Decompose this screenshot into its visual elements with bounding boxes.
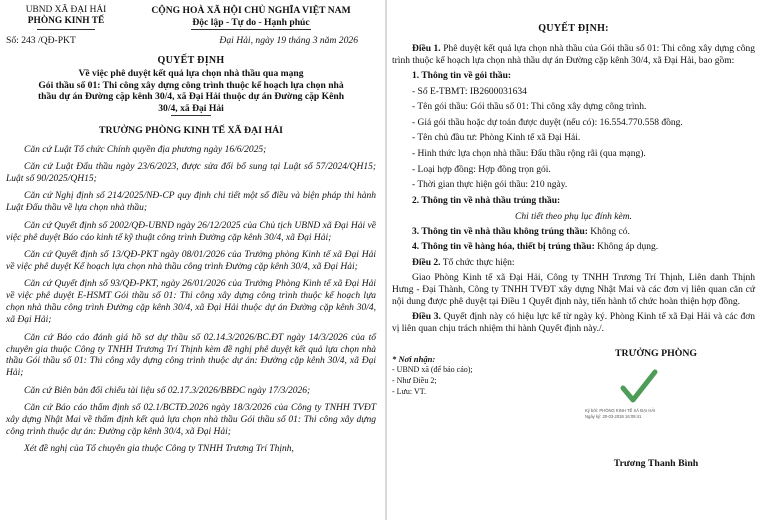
legal-basis-item: Căn cứ Biên bản đối chiếu tài liệu số 02.17.3/2026/BBĐC ngày 17/3/2026; bbox=[24, 385, 311, 396]
document-header bbox=[6, 5, 376, 30]
article-1-label: Điều 1. bbox=[412, 43, 441, 54]
nation-motto: Độc lập - Tự do - Hạnh phúc bbox=[192, 16, 310, 28]
signer-name: Trương Thanh Bình bbox=[613, 458, 699, 470]
subject-line-1: Về việc phê duyệt kết quả lựa chọn nhà thầu qua mạng bbox=[78, 68, 304, 80]
article-1 bbox=[392, 44, 755, 68]
article-1-text: Phê duyệt kết quả lựa chọn nhà thầu của Gói thầu số 01: Thi công xây dựng công trình thuộc kế hoạch lựa chọn nhà thầu dự án Đường cặp kênh 30/4, xã Đại Hải, bao gồm: bbox=[392, 43, 756, 66]
legal-basis-item: Căn cứ Quyết định số 93/QĐ-PKT, ngày 26/01/2026 của Trưởng Phòng Kinh tế xã Đại Hải về việc phê duyệt E-HSMT Gói thầu số 01: Thi công xây dựng công trình thuộc kế hoạch lựa chọn nhà thầu công trình Đường cặp kênh 30/4, xã Đại Hải thuộc dự án Đường cặp kênh 30/4, xã Đại Hải; bbox=[6, 279, 376, 326]
section-losing-bidder bbox=[392, 227, 755, 239]
issuing-authority: TRƯỞNG PHÒNG KINH TẾ XÃ ĐẠI HẢI bbox=[99, 125, 283, 137]
document-footer bbox=[392, 346, 755, 471]
goods-text: Không áp dụng. bbox=[594, 242, 659, 253]
goods-label: 4. Thông tin về hàng hóa, thiết bị trúng thầu: bbox=[412, 242, 595, 253]
package-info-item: - Tên chủ đầu tư: Phòng Kinh tế xã Đại Hải. bbox=[412, 133, 581, 144]
signature-signed-by: Ký bởi: PHÒNG KINH TẾ XÃ ĐẠI HẢI bbox=[585, 408, 656, 414]
article-2 bbox=[392, 258, 755, 270]
package-info-item: - Thời gian thực hiện gói thầu: 210 ngày. bbox=[412, 180, 568, 191]
article-2-text: Tổ chức thực hiện: bbox=[440, 257, 515, 268]
decision-subject bbox=[6, 68, 376, 116]
digital-signature-stamp bbox=[581, 366, 731, 428]
legal-basis-item: Xét đề nghị của Tổ chuyên gia thuộc Công ty TNHH Trương Trí Thịnh, bbox=[24, 444, 294, 455]
page-divider bbox=[385, 0, 387, 520]
package-info-item: - Tên gói thầu: Gói thầu số 01: Thi công xây dựng công trình. bbox=[412, 102, 647, 113]
subject-underline bbox=[171, 115, 211, 116]
checkmark-signature-icon bbox=[617, 366, 661, 410]
recipients-header: * Nơi nhận: bbox=[392, 353, 436, 364]
legal-basis-item: Căn cứ Luật Đấu thầu ngày 23/6/2023, được sửa đổi bổ sung tại Luật số 57/2024/QH15; Luật số 90/2025/QH15; bbox=[6, 161, 376, 184]
section-winning-bidder: 2. Thông tin về nhà thầu trúng thầu: bbox=[412, 195, 561, 206]
national-motto bbox=[126, 5, 376, 30]
signature-block bbox=[557, 346, 755, 471]
signature-metadata bbox=[585, 408, 735, 419]
decision-heading: QUYẾT ĐỊNH: bbox=[538, 23, 609, 34]
signer-role: TRƯỞNG PHÒNG bbox=[614, 347, 698, 359]
legal-basis-item: Căn cứ Quyết định số 2002/QĐ-UBND ngày 26/12/2025 của Chủ tịch UBND xã Đại Hải về việc phê duyệt Báo cáo kinh tế kỹ thuật công trình Đường cặp kênh 30/4, xã Đại Hải; bbox=[6, 220, 376, 243]
nation-name: CỘNG HOÀ XÃ HỘI CHỦ NGHĨA VIỆT NAM bbox=[151, 5, 351, 16]
article-3 bbox=[392, 312, 755, 336]
subject-line-2: Gói thầu số 01: Thi công xây dựng công trình thuộc kế hoạch lựa chọn nhà thầu dự án Đường cặp kênh 30/4, xã Đại Hải thuộc dự án Đường cặp Kênh 30/4, xã Đại Hải bbox=[37, 79, 345, 114]
section-package-info: 1. Thông tin về gói thầu: bbox=[412, 70, 512, 81]
package-info-item: - Giá gói thầu hoặc dự toán được duyệt (nếu có): 16.554.770.558 đồng. bbox=[412, 117, 683, 128]
recipient-item: - Lưu: VT. bbox=[392, 386, 427, 396]
article-2-label: Điều 2. bbox=[412, 257, 441, 268]
decision-title: QUYẾT ĐỊNH bbox=[157, 55, 225, 67]
decision-page-2 bbox=[388, 0, 761, 520]
package-info-item: - Số E-TBMT: IB2600031634 bbox=[412, 86, 527, 97]
legal-basis-item: Căn cứ Luật Tổ chức Chính quyền địa phương ngày 16/6/2025; bbox=[24, 144, 267, 155]
legal-basis-item: Căn cứ Quyết định số 13/QĐ-PKT ngày 08/01/2026 của Trưởng phòng Kinh tế xã Đại Hải về việc phê duyệt Kế hoạch lựa chọn nhà thầu công trình Đường cặp kênh 30/4, xã Đại Hải; bbox=[6, 249, 376, 272]
section-goods bbox=[392, 242, 755, 254]
recipient-item: - Như Điều 2; bbox=[392, 375, 437, 385]
legal-bases bbox=[6, 145, 376, 457]
org-underline bbox=[37, 29, 95, 30]
document-number: Số: 243 /QĐ-PKT bbox=[6, 35, 76, 46]
number-date-line bbox=[6, 35, 376, 47]
package-info-item: - Hình thức lựa chọn nhà thầu: Đấu thầu rộng rãi (qua mạng). bbox=[412, 148, 646, 159]
document-date: Đại Hải, ngày 19 tháng 3 năm 2026 bbox=[219, 35, 358, 46]
winning-bidder-note: Chi tiết theo phụ lục đính kèm. bbox=[515, 211, 632, 222]
recipient-item: - UBND xã (để báo cáo); bbox=[392, 365, 473, 375]
issuing-organization bbox=[6, 5, 126, 30]
motto-underline bbox=[191, 29, 311, 30]
article-2-body: Giao Phòng Kinh tế xã Đại Hải, Công ty TNHH Trương Trí Thịnh, Liên danh Thịnh Hưng - Đại Thành, Công ty TNHH TVĐT xây dựng Nhật Mai và các đơn vị liên quan căn cứ nội dung được phê duyệt tại Điều 1 Quyết định này, tiến hành tổ chức hoàn thiện hợp đồng. bbox=[392, 272, 755, 307]
package-info-item: - Loại hợp đồng: Hợp đồng trọn gói. bbox=[412, 164, 551, 175]
article-3-text: Quyết định này có hiệu lực kể từ ngày ký. Phòng Kinh tế xã Đại Hải và các đơn vị liên quan chịu trách nhiệm thi hành Quyết định này./. bbox=[392, 311, 755, 334]
article-3-label: Điều 3. bbox=[412, 311, 441, 322]
legal-basis-item: Căn cứ Nghị định số 214/2025/NĐ-CP quy định chi tiết một số điều và biện pháp thi hành Luật Đấu thầu về lựa chọn nhà thầu; bbox=[6, 191, 376, 214]
legal-basis-item: Căn cứ Báo cáo thẩm định số 02.1/BCTĐ.2026 ngày 18/3/2026 của Công ty TNHH TVĐT xây dựng Nhật Mai về thẩm định kết quả lựa chọn nhà thầu Gói thầu số 01: Thi công xây dựng công trình thuộc dự án: Đường cặp kênh 30/4, xã Đại Hải; bbox=[6, 403, 376, 438]
org-line-1: UBND XÃ ĐẠI HẢI bbox=[25, 5, 107, 15]
org-line-2: PHÒNG KINH TẾ bbox=[27, 16, 105, 27]
legal-basis-item: Căn cứ Báo cáo đánh giá hồ sơ dự thầu số 02.14.3/2026/BC.ĐT ngày 14/3/2026 của tổ chuyên gia thuộc Công ty TNHH Trương Trí Thịnh kèm đề nghị phê duyệt kết quả lựa chọn nhà thầu Gói thầu số 01: Thi công xây dựng công trình thuộc dự án: Đường cặp kênh 30/4, xã Đại Hải; bbox=[6, 332, 376, 379]
recipients-block bbox=[392, 346, 557, 471]
losing-bidder-label: 3. Thông tin về nhà thầu không trúng thầu: bbox=[412, 226, 588, 237]
signature-signed-date: Ngày ký: 20-03-2026 16:09:41 bbox=[585, 413, 642, 419]
losing-bidder-text: Không có. bbox=[587, 226, 630, 237]
